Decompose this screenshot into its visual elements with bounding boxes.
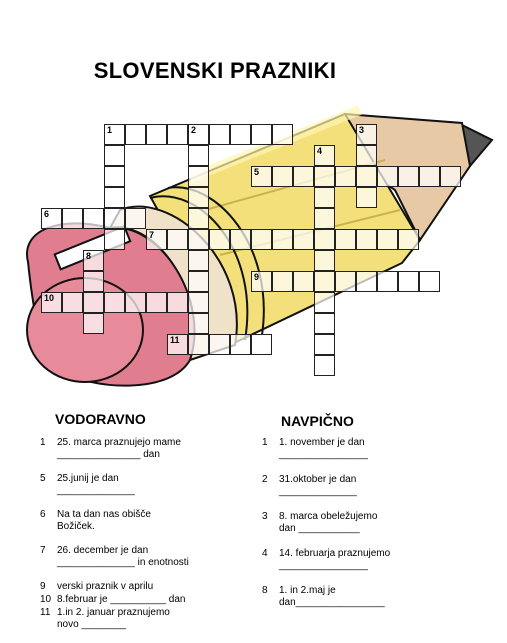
across-clues — [40, 437, 250, 643]
grid-cell[interactable] — [251, 229, 272, 250]
grid-cell[interactable] — [188, 292, 209, 313]
down-heading: NAVPIČNO — [281, 413, 354, 429]
grid-cell[interactable] — [314, 229, 335, 250]
grid-number: 4 — [317, 146, 323, 156]
grid-cell[interactable] — [314, 166, 335, 187]
grid-cell[interactable] — [167, 124, 188, 145]
grid-number: 9 — [254, 272, 260, 282]
grid-cell[interactable] — [335, 271, 356, 292]
clue-text: Na ta dan nas obišče Božiček. — [57, 509, 151, 532]
grid-cell[interactable] — [104, 145, 125, 166]
grid-cell[interactable] — [188, 208, 209, 229]
clue-text: 8. marca obeležujemo dan ___________ — [279, 511, 378, 534]
clue-text: 14. februarja praznujemo ________________ — [279, 548, 391, 571]
clue-number: 3 — [262, 511, 268, 522]
grid-cell[interactable] — [314, 292, 335, 313]
clue-number: 10 — [40, 594, 52, 605]
grid-cell[interactable] — [251, 166, 272, 187]
grid-cell[interactable] — [167, 229, 188, 250]
clue-text: 31.oktober je dan ______________ — [279, 474, 357, 497]
grid-cell[interactable] — [125, 292, 146, 313]
grid-cell[interactable] — [230, 334, 251, 355]
grid-cell[interactable] — [356, 166, 377, 187]
clue-across-5 — [40, 473, 250, 497]
clue-number: 4 — [262, 548, 268, 559]
clue-down-2 — [262, 474, 472, 498]
clue-number: 11 — [40, 607, 51, 618]
clue-across-7 — [40, 545, 250, 569]
clue-number: 9 — [40, 581, 46, 592]
grid-cell[interactable] — [104, 187, 125, 208]
grid-cell[interactable] — [104, 166, 125, 187]
grid-number: 7 — [149, 230, 155, 240]
grid-cell[interactable] — [188, 145, 209, 166]
grid-cell[interactable] — [356, 124, 377, 145]
grid-cell[interactable] — [125, 124, 146, 145]
clue-text: 26. december je dan ______________ in enotnosti — [57, 545, 189, 568]
grid-cell[interactable] — [377, 166, 398, 187]
grid-cell[interactable] — [146, 292, 167, 313]
grid-cell[interactable] — [209, 334, 230, 355]
grid-cell[interactable] — [230, 229, 251, 250]
grid-cell[interactable] — [293, 166, 314, 187]
grid-cell[interactable] — [251, 271, 272, 292]
grid-cell[interactable] — [125, 208, 146, 229]
grid-cell[interactable] — [356, 229, 377, 250]
grid-cell[interactable] — [314, 187, 335, 208]
clue-number: 2 — [262, 474, 268, 485]
grid-cell[interactable] — [335, 166, 356, 187]
grid-cell[interactable] — [188, 187, 209, 208]
grid-cell[interactable] — [377, 271, 398, 292]
grid-cell[interactable] — [104, 124, 125, 145]
grid-cell[interactable] — [314, 355, 335, 376]
grid-cell[interactable] — [146, 229, 167, 250]
clue-down-8 — [262, 585, 472, 609]
grid-cell[interactable] — [188, 250, 209, 271]
clue-down-1 — [262, 437, 472, 461]
clue-across-9 — [40, 581, 250, 593]
grid-cell[interactable] — [335, 229, 356, 250]
clue-text: 1. in 2.maj je dan________________ — [279, 585, 385, 608]
clue-number: 1 — [40, 437, 46, 448]
down-clues — [262, 437, 472, 622]
grid-number: 8 — [86, 251, 92, 261]
grid-cell[interactable] — [83, 250, 104, 271]
grid-cell[interactable] — [314, 313, 335, 334]
grid-cell[interactable] — [272, 124, 293, 145]
grid-cell[interactable] — [377, 229, 398, 250]
grid-cell[interactable] — [293, 271, 314, 292]
grid-cell[interactable] — [398, 166, 419, 187]
grid-cell[interactable] — [188, 229, 209, 250]
grid-cell[interactable] — [188, 124, 209, 145]
grid-number: 2 — [191, 125, 197, 135]
grid-number: 5 — [254, 167, 260, 177]
clue-down-4 — [262, 548, 472, 572]
grid-cell[interactable] — [188, 271, 209, 292]
grid-cell[interactable] — [293, 229, 314, 250]
clue-across-10 — [40, 594, 250, 606]
grid-cell[interactable] — [188, 166, 209, 187]
grid-cell[interactable] — [83, 271, 104, 292]
grid-cell[interactable] — [188, 313, 209, 334]
grid-number: 10 — [44, 293, 55, 303]
grid-cell[interactable] — [314, 334, 335, 355]
grid-cell[interactable] — [83, 313, 104, 334]
page-title: SLOVENSKI PRAZNIKI — [93, 58, 337, 83]
grid-cell[interactable] — [83, 292, 104, 313]
grid-cell[interactable] — [188, 334, 209, 355]
grid-cell[interactable] — [314, 208, 335, 229]
grid-number: 11 — [170, 335, 180, 345]
grid-cell[interactable] — [272, 166, 293, 187]
grid-cell[interactable] — [314, 250, 335, 271]
clue-text: 1.in 2. januar praznujemo novo ________ — [57, 607, 170, 630]
clue-number: 1 — [262, 437, 268, 448]
grid-cell[interactable] — [356, 145, 377, 166]
grid-cell[interactable] — [209, 229, 230, 250]
grid-cell[interactable] — [398, 229, 419, 250]
clue-text: 25. marca praznujejo mame _______________ dan — [57, 437, 181, 460]
grid-number: 3 — [359, 125, 365, 135]
grid-number: 6 — [44, 209, 50, 219]
grid-cell[interactable] — [167, 292, 188, 313]
grid-cell[interactable] — [62, 292, 83, 313]
clue-across-11 — [40, 607, 250, 631]
grid-cell[interactable] — [251, 334, 272, 355]
grid-cell[interactable] — [272, 271, 293, 292]
grid-cell[interactable] — [167, 334, 188, 355]
clue-number: 8 — [262, 585, 268, 596]
grid-cell[interactable] — [272, 229, 293, 250]
grid-cell[interactable] — [419, 166, 440, 187]
grid-cell[interactable] — [419, 271, 440, 292]
grid-cell[interactable] — [104, 292, 125, 313]
grid-number: 1 — [107, 125, 113, 135]
grid-cell[interactable] — [440, 166, 461, 187]
clue-across-6 — [40, 509, 250, 533]
grid-cell[interactable] — [104, 229, 125, 250]
grid-cell[interactable] — [41, 208, 62, 229]
grid-cell[interactable] — [83, 208, 104, 229]
grid-cell[interactable] — [314, 145, 335, 166]
clue-number: 5 — [40, 473, 46, 484]
clue-text: 8.februar je __________ dan — [57, 594, 186, 605]
grid-cell[interactable] — [314, 271, 335, 292]
clue-number: 7 — [40, 545, 46, 556]
clue-down-3 — [262, 511, 472, 535]
clue-text: verski praznik v aprilu — [57, 581, 154, 592]
clue-across-1 — [40, 437, 250, 461]
grid-cell[interactable] — [251, 124, 272, 145]
clue-text: 1. november je dan ________________ — [279, 437, 368, 460]
grid-cell[interactable] — [356, 271, 377, 292]
clue-text: 25.junij je dan ______________ — [57, 473, 135, 496]
across-heading: VODORAVNO — [55, 411, 146, 427]
grid-cell[interactable] — [209, 124, 230, 145]
clue-number: 6 — [40, 509, 46, 520]
grid-cell[interactable] — [62, 208, 83, 229]
grid-cell[interactable] — [398, 271, 419, 292]
grid-cell[interactable] — [356, 187, 377, 208]
grid-cell[interactable] — [104, 208, 125, 229]
grid-cell[interactable] — [230, 124, 251, 145]
grid-cell[interactable] — [146, 124, 167, 145]
grid-cell[interactable] — [41, 292, 62, 313]
